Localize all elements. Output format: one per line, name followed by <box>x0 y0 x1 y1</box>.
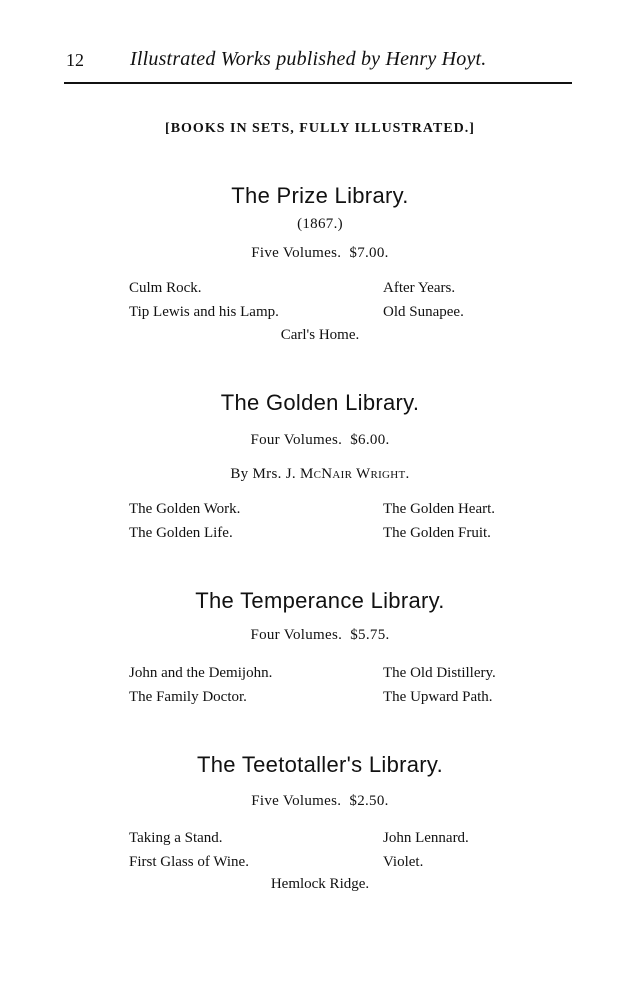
book-title: The Golden Heart. <box>383 501 496 517</box>
header-rule <box>64 82 572 84</box>
library-year: (1867.) <box>297 216 343 232</box>
book-list-right <box>383 497 495 545</box>
author-name: McNair Wright. <box>299 466 410 482</box>
book-title: Tip Lewis and his Lamp. <box>129 304 279 320</box>
book-list-left <box>129 826 249 874</box>
volumes-count: Five Volumes. <box>251 793 342 809</box>
library-volumes-price <box>0 432 625 449</box>
library-volumes-price <box>0 245 625 262</box>
price: $7.00. <box>349 245 389 261</box>
library-title-golden: The Golden Library. <box>220 390 420 415</box>
book-title: Culm Rock. <box>129 280 202 296</box>
running-title: Illustrated Works published by Henry Hoyt. <box>130 48 487 70</box>
volumes-count: Five Volumes. <box>251 245 342 261</box>
book-title: The Upward Path. <box>383 689 493 705</box>
book-list-left <box>129 497 240 545</box>
library-volumes-price <box>0 793 625 810</box>
book-list-left <box>129 276 279 324</box>
book-title-centered: Hemlock Ridge. <box>270 876 370 892</box>
book-list-right <box>383 661 496 709</box>
book-title: After Years. <box>383 280 456 296</box>
book-title: The Family Doctor. <box>129 689 247 705</box>
volumes-count: Four Volumes. <box>250 432 343 448</box>
book-title: John and the Demijohn. <box>129 665 273 681</box>
section-heading: [BOOKS IN SETS, FULLY ILLUSTRATED.] <box>165 121 475 136</box>
library-title-prize: The Prize Library. <box>231 183 409 208</box>
price: $6.00. <box>350 432 390 448</box>
library-author <box>0 466 625 483</box>
book-title: First Glass of Wine. <box>129 854 249 870</box>
book-title: The Golden Work. <box>129 501 241 517</box>
page-number: 12 <box>66 50 84 70</box>
price: $5.75. <box>350 627 390 643</box>
book-title: The Old Distillery. <box>383 665 496 681</box>
author-prefix: By Mrs. J. <box>230 466 296 482</box>
book-title: Violet. <box>383 854 424 870</box>
book-title: The Golden Fruit. <box>383 525 491 541</box>
library-title-teetotallers: The Teetotaller's Library. <box>197 752 443 777</box>
book-list-right <box>383 276 464 324</box>
book-title: Old Sunapee. <box>383 304 464 320</box>
book-title: John Lennard. <box>383 830 469 846</box>
library-title-temperance: The Temperance Library. <box>195 588 445 613</box>
book-title: Taking a Stand. <box>129 830 223 846</box>
book-list-right <box>383 826 469 874</box>
book-title-centered: Carl's Home. <box>280 327 360 343</box>
price: $2.50. <box>349 793 389 809</box>
library-volumes-price <box>0 627 625 644</box>
book-title: The Golden Life. <box>129 525 233 541</box>
volumes-count: Four Volumes. <box>250 627 343 643</box>
book-list-left <box>129 661 272 709</box>
